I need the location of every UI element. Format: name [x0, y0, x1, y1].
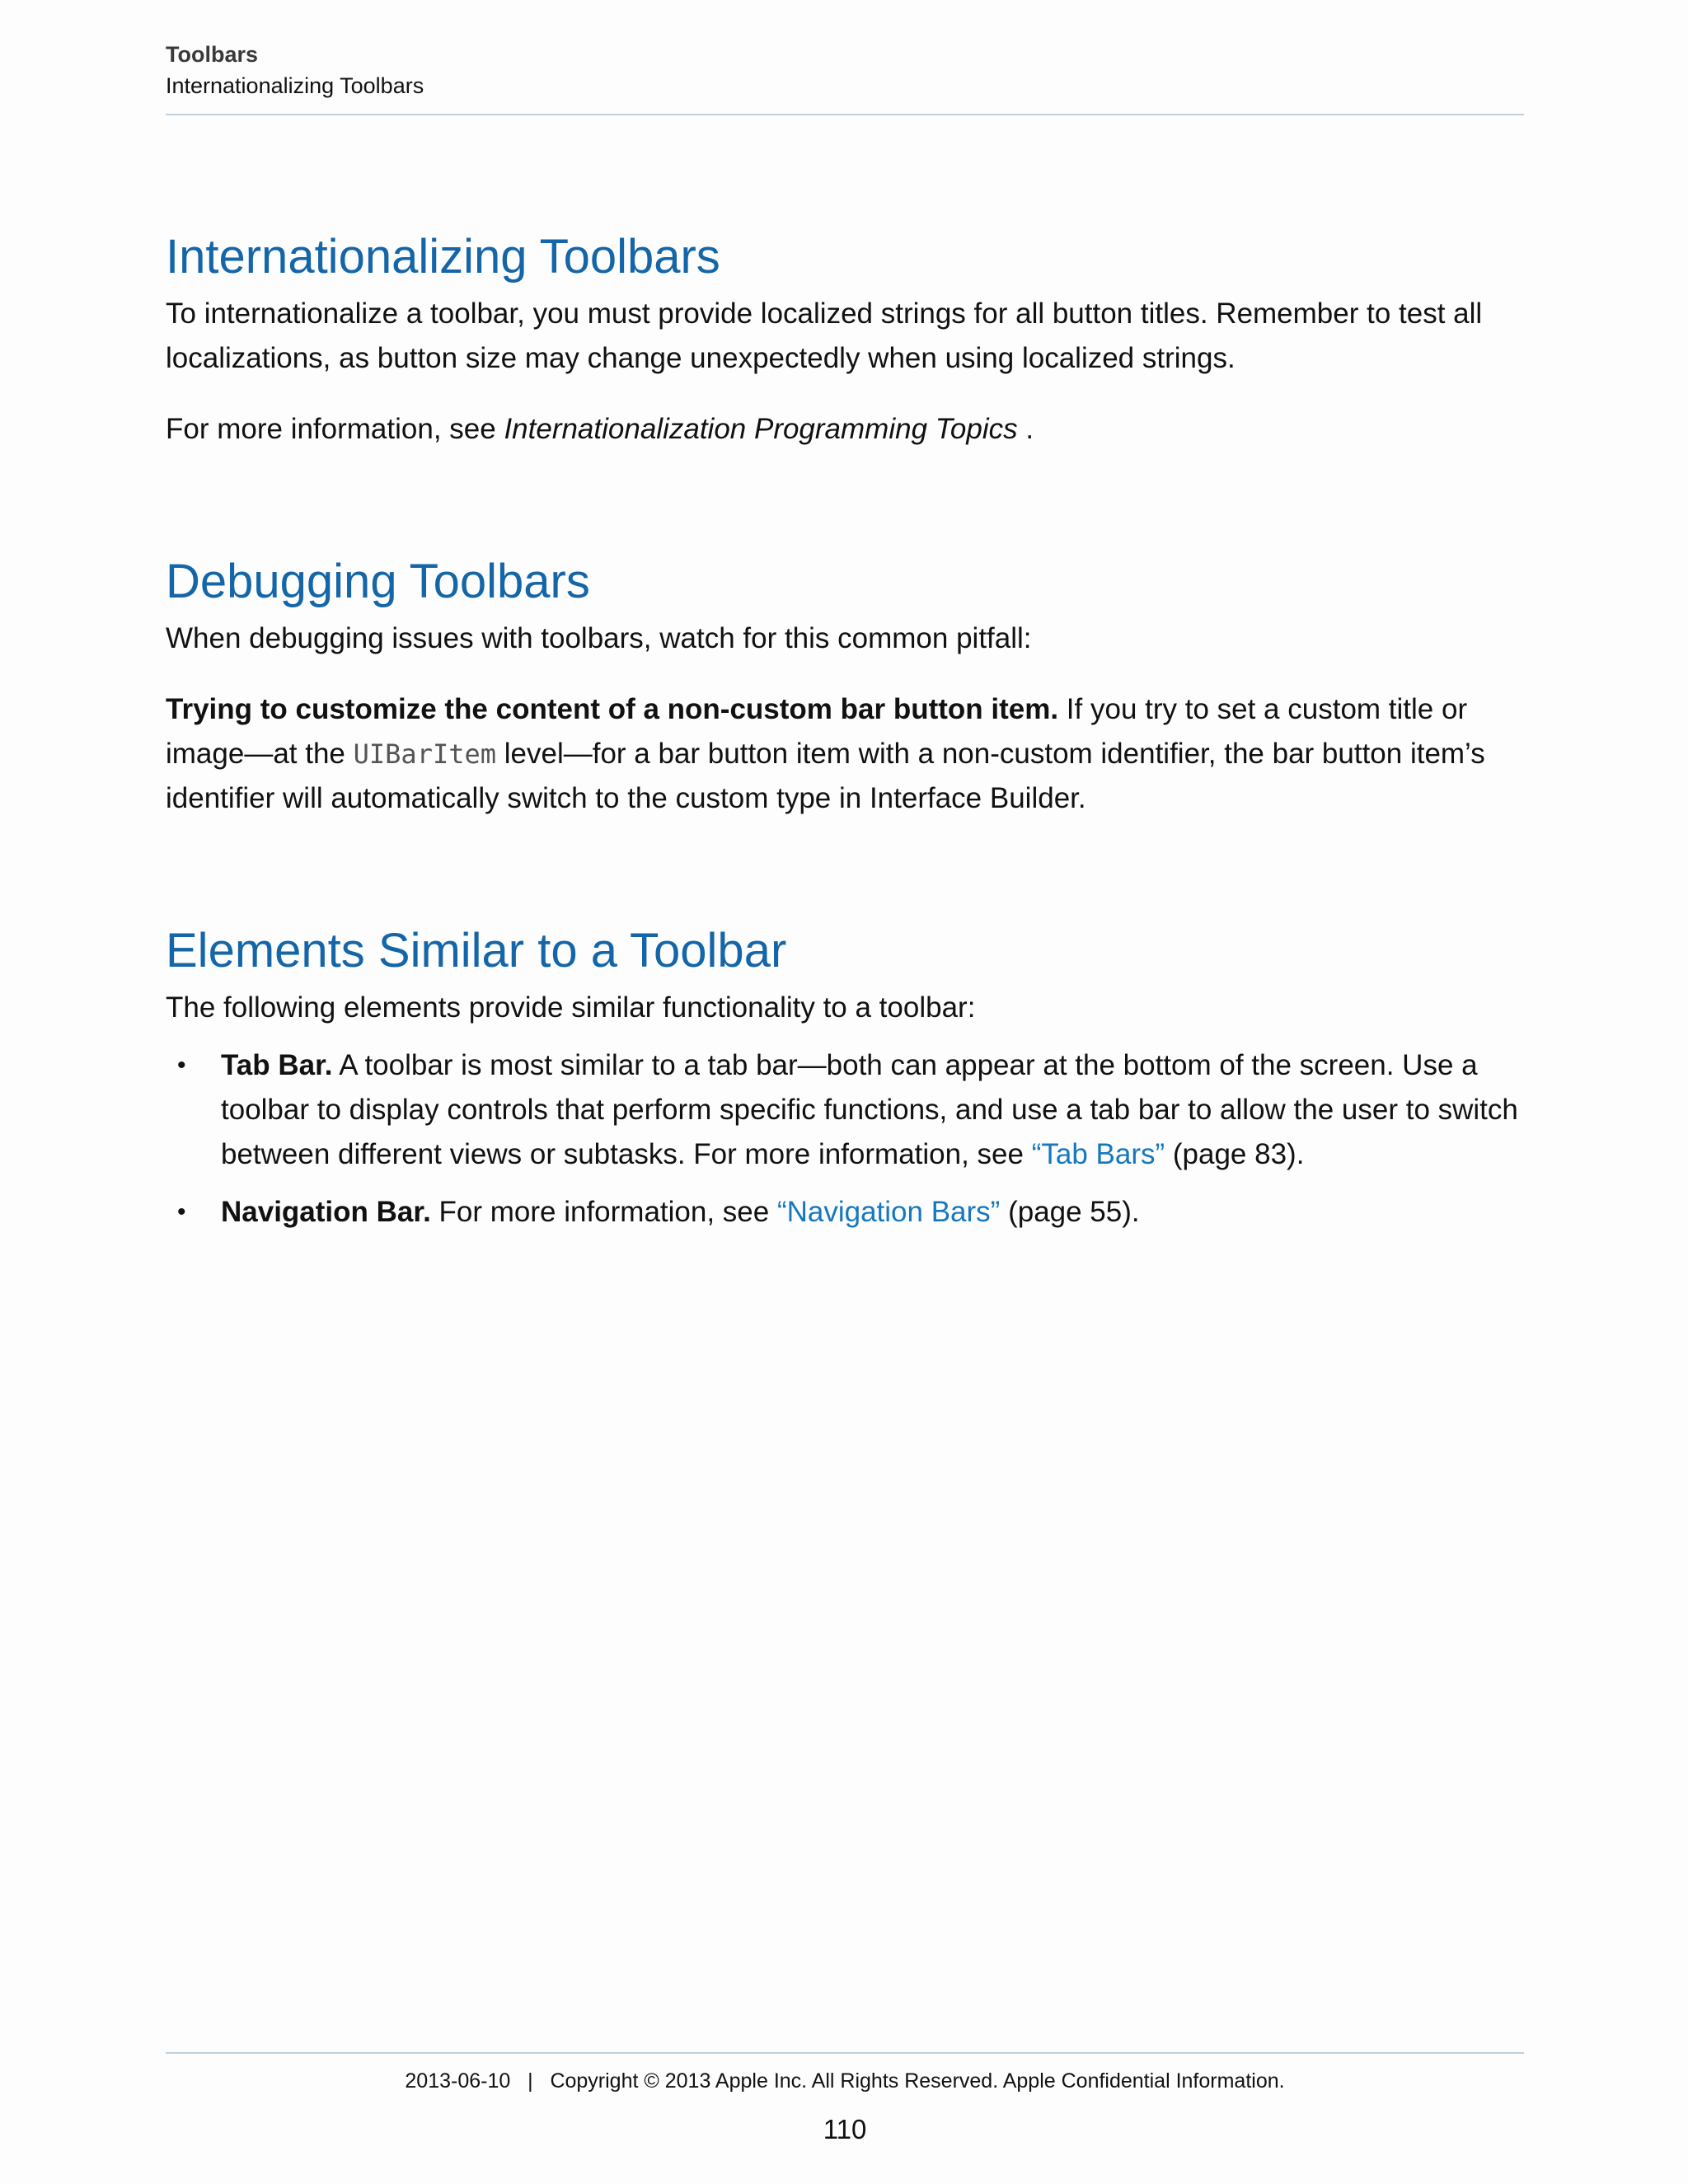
- bullet-icon: •: [177, 1052, 186, 1079]
- list-item-term: Navigation Bar.: [221, 1196, 431, 1228]
- header-chapter-title: Toolbars: [166, 42, 259, 67]
- code-symbol: UIBarItem: [353, 738, 497, 770]
- more-info-prefix: For more information, see: [166, 413, 504, 445]
- page-reference: (page 55).: [1000, 1196, 1140, 1228]
- section-paragraph: To internationalize a toolbar, you must provide localized strings for all button titles. Remember to test all localizations, as button size may change unexpectedly when using localized strings.: [166, 298, 1483, 374]
- list-item-text: For more information, see: [430, 1196, 777, 1228]
- section-heading: Elements Similar to a Toolbar: [166, 924, 787, 977]
- more-info-suffix: .: [1017, 413, 1034, 445]
- page-footer: [166, 2064, 1524, 2150]
- more-info-paragraph: [166, 407, 1524, 452]
- list-item-term: Tab Bar.: [221, 1049, 333, 1081]
- page-reference: (page 83).: [1165, 1138, 1305, 1170]
- footer-divider: [166, 2052, 1524, 2054]
- header-section-title: Internationalizing Toolbars: [166, 73, 424, 98]
- similar-elements-list: [166, 1043, 1524, 1235]
- section-internationalizing-toolbars: [166, 224, 1524, 452]
- doc-title: Internationalization Programming Topics: [504, 413, 1018, 445]
- section-heading: Internationalizing Toolbars: [166, 230, 720, 284]
- list-item-text: A toolbar is most similar to a tab bar—both can appear at the bottom of the screen. Use a toolbar to display controls that perform specific functions, and use a tab bar to allow the user to switch between different views or subtasks. For more information, see: [221, 1049, 1518, 1170]
- bullet-icon: •: [177, 1198, 186, 1226]
- running-header: [166, 40, 1524, 102]
- list-item: [166, 1190, 1524, 1235]
- pitfall-paragraph: [166, 687, 1524, 821]
- list-item: [166, 1043, 1524, 1177]
- copyright-text: 2013-06-10 | Copyright © 2013 Apple Inc. All Rights Reserved. Apple Confidential Information.: [405, 2069, 1285, 2093]
- pitfall-text: If you try to set a custom title or image—at the: [166, 693, 1468, 770]
- pitfall-title: Trying to customize the content of a non-custom bar button item.: [166, 693, 1059, 725]
- page-number: 110: [823, 2114, 867, 2144]
- section-intro: The following elements provide similar functionality to a toolbar:: [166, 991, 976, 1024]
- section-intro: When debugging issues with toolbars, watch for this common pitfall:: [166, 622, 1032, 654]
- main-content: [166, 224, 1524, 1235]
- navigation-bars-link[interactable]: “Navigation Bars”: [776, 1196, 1001, 1228]
- section-elements-similar: [166, 918, 1524, 1235]
- section-debugging-toolbars: [166, 549, 1524, 821]
- header-divider: [166, 114, 1524, 115]
- section-heading: Debugging Toolbars: [166, 555, 590, 608]
- tab-bars-link[interactable]: “Tab Bars”: [1031, 1138, 1165, 1170]
- pitfall-text: level—for a bar button item with a non-custom identifier, the bar button item’s identifier will automatically switch to the custom type in Interface Builder.: [166, 738, 1485, 814]
